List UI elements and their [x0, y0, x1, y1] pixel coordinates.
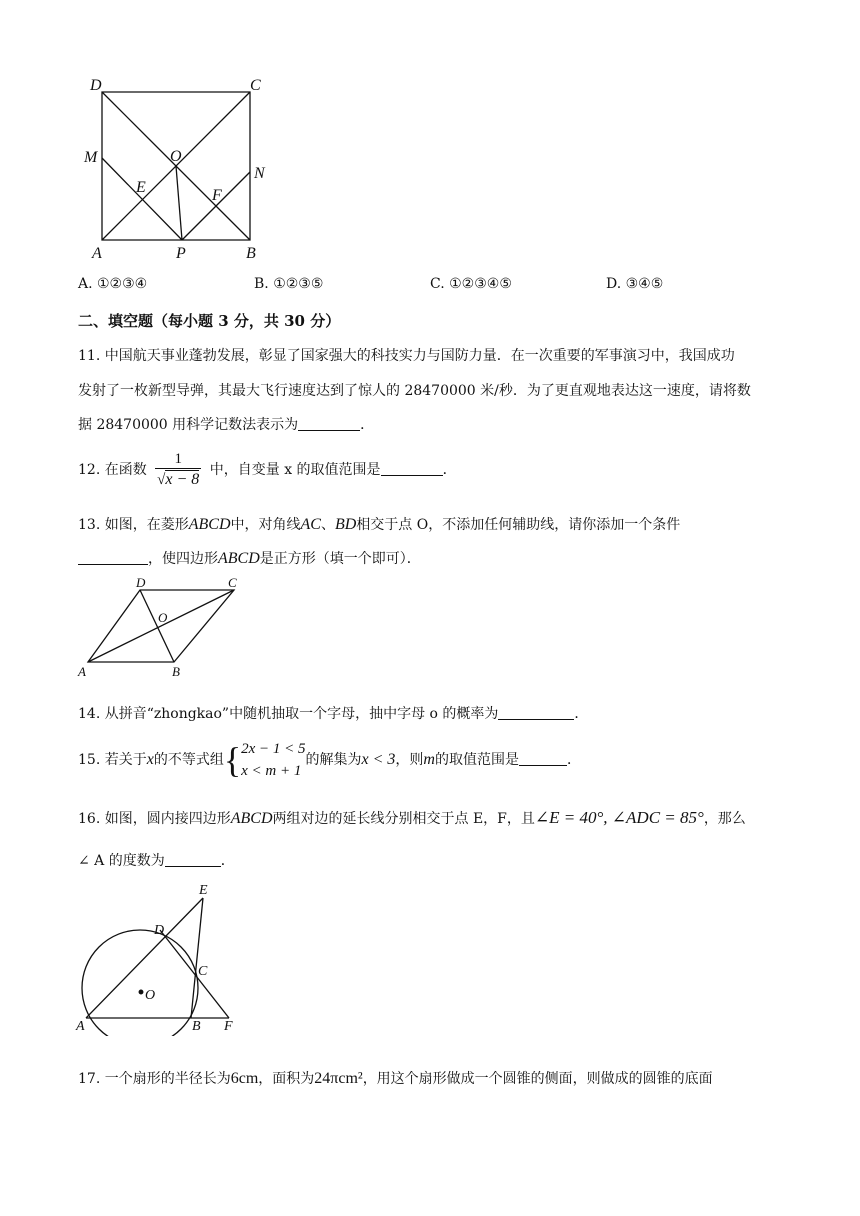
q16-text1: 16. 如图，圆内接四边形: [78, 811, 231, 827]
label-m: M: [84, 149, 98, 166]
label-o: O: [158, 610, 168, 625]
label-a: A: [92, 245, 102, 262]
q16-line1: [78, 808, 746, 828]
q12-line: [78, 450, 457, 490]
label-o: O: [170, 148, 182, 165]
label-c: C: [228, 575, 237, 590]
label-b: B: [172, 664, 180, 679]
label-c: C: [198, 964, 208, 979]
section-title: 二、填空题（每小题 3 分，共 30 分）: [78, 312, 341, 330]
q10-option-c[interactable]: C. ①②③④⑤: [430, 276, 512, 292]
q15-x: x: [146, 751, 154, 768]
q14-answer-blank[interactable]: [498, 705, 574, 720]
q17-radius: 6cm: [230, 1070, 259, 1087]
q15-text3: 的解集为: [305, 752, 362, 768]
q14-text: 14. 从拼音“zhongkao”中随机抽取一个字母，抽中字母 o 的概率为: [78, 706, 499, 722]
q10-option-a[interactable]: A. ①②③④: [78, 276, 148, 292]
q11-end: ．: [360, 417, 375, 433]
q13-abcd: ABCD: [188, 516, 231, 533]
q15-text1: 15. 若关于: [78, 752, 147, 768]
label-f: F: [224, 1019, 233, 1034]
q13-rhombus-figure: [74, 574, 254, 680]
q13-text3: 相交于点 O，不添加任何辅助线，请你添加一个条件: [356, 517, 681, 533]
q17-text3: ，用这个扇形做成一个圆锥的侧面，则做成的圆锥的底面: [362, 1071, 713, 1087]
q13-line1: [78, 514, 680, 534]
q14-end: ．: [574, 706, 589, 722]
q16-condition: ∠E = 40°, ∠ADC = 85°: [534, 808, 704, 827]
q15-system: [241, 738, 305, 782]
q15-end: ．: [566, 752, 581, 768]
label-d: D: [90, 77, 102, 94]
q12-text-pre: 12. 在函数: [78, 462, 147, 478]
q12-end: ．: [442, 462, 457, 478]
label-a: A: [76, 1019, 85, 1034]
q12-denominator: √x − 8: [155, 468, 201, 490]
q12-fraction: [155, 450, 201, 490]
line-df: [160, 930, 229, 1018]
q17-text2: ，面积为: [258, 1071, 315, 1087]
q13-ac: AC: [300, 516, 321, 533]
q16-circle-figure: [74, 878, 244, 1036]
label-b: B: [192, 1019, 201, 1034]
q13-bd: BD: [334, 516, 357, 533]
q11-text: 据 28470000 用科学记数法表示为: [78, 417, 299, 433]
q13-sep: 、: [320, 517, 335, 533]
q13-text4: ，使四边形: [148, 551, 218, 567]
q13-answer-blank[interactable]: [78, 550, 148, 565]
q13-text5: 是正方形（填一个即可）．: [259, 551, 421, 567]
q17-line1: [78, 1068, 713, 1088]
q15-text4: ，则: [395, 752, 424, 768]
q16-line2: [78, 850, 235, 870]
label-d: D: [136, 575, 146, 590]
q13-line2: [78, 548, 421, 568]
q15-m: m: [423, 751, 435, 768]
diagonal-bd: [140, 590, 174, 662]
label-d: D: [154, 923, 165, 938]
q12-answer-blank[interactable]: [381, 461, 443, 476]
label-e: E: [199, 883, 208, 898]
q11-answer-blank[interactable]: [298, 416, 360, 431]
q11-line3: [78, 414, 374, 434]
q10-option-b[interactable]: B. ①②③⑤: [254, 276, 324, 292]
q16-abcd: ABCD: [230, 810, 273, 827]
segment-op: [176, 166, 182, 240]
label-a: A: [78, 664, 86, 679]
q17-text1: 17. 一个扇形的半径长为: [78, 1071, 231, 1087]
label-c: C: [250, 77, 261, 94]
q17-area: 24πcm²: [314, 1070, 363, 1087]
label-o: O: [145, 988, 156, 1003]
label-f: F: [212, 187, 222, 204]
label-b: B: [246, 245, 256, 262]
q13-abcd-2: ABCD: [218, 550, 260, 567]
q11-line2: 发射了一枚新型导弹，其最大飞行速度达到了惊人的 28470000 米/秒．为了更直观地表达这一速度，请将数: [78, 383, 751, 399]
q16-answer-blank[interactable]: [165, 852, 221, 867]
q15-brace: {: [223, 740, 242, 780]
q12-numerator: 1: [174, 451, 182, 467]
q11-line1: 11. 中国航天事业蓬勃发展，彰显了国家强大的科技实力与国防力量．在一次重要的军事演习中，我国成功: [78, 348, 735, 364]
q16-text2: 两组对边的延长线分别相交于点 E，F，且: [272, 811, 535, 827]
q15-solution: x < 3: [361, 751, 396, 768]
q15-ineq2: x < m + 1: [241, 763, 302, 779]
q14-line: [78, 703, 588, 723]
q16-text3: ，那么: [703, 811, 746, 827]
diagonal-ac: [88, 590, 234, 662]
center-dot: [139, 990, 143, 994]
circle-o: [82, 930, 198, 1036]
q13-text2: 中，对角线: [230, 517, 301, 533]
q12-text-post: 中，自变量 x 的取值范围是: [209, 462, 381, 478]
q15-text2: 的不等式组: [153, 752, 224, 768]
q15-ineq1: 2x − 1 < 5: [241, 741, 306, 757]
q16-end: ．: [220, 853, 235, 869]
q15-line: [78, 738, 581, 782]
label-e: E: [136, 179, 146, 196]
label-p: P: [176, 245, 186, 262]
label-n: N: [254, 165, 265, 182]
q15-answer-blank[interactable]: [519, 751, 567, 766]
q15-text5: 的取值范围是: [434, 752, 519, 768]
q13-text1: 13. 如图，在菱形: [78, 517, 189, 533]
q10-square-figure: [78, 72, 278, 262]
q10-option-d[interactable]: D. ③④⑤: [606, 276, 664, 292]
q16-text4: ∠ A 的度数为: [78, 853, 165, 869]
